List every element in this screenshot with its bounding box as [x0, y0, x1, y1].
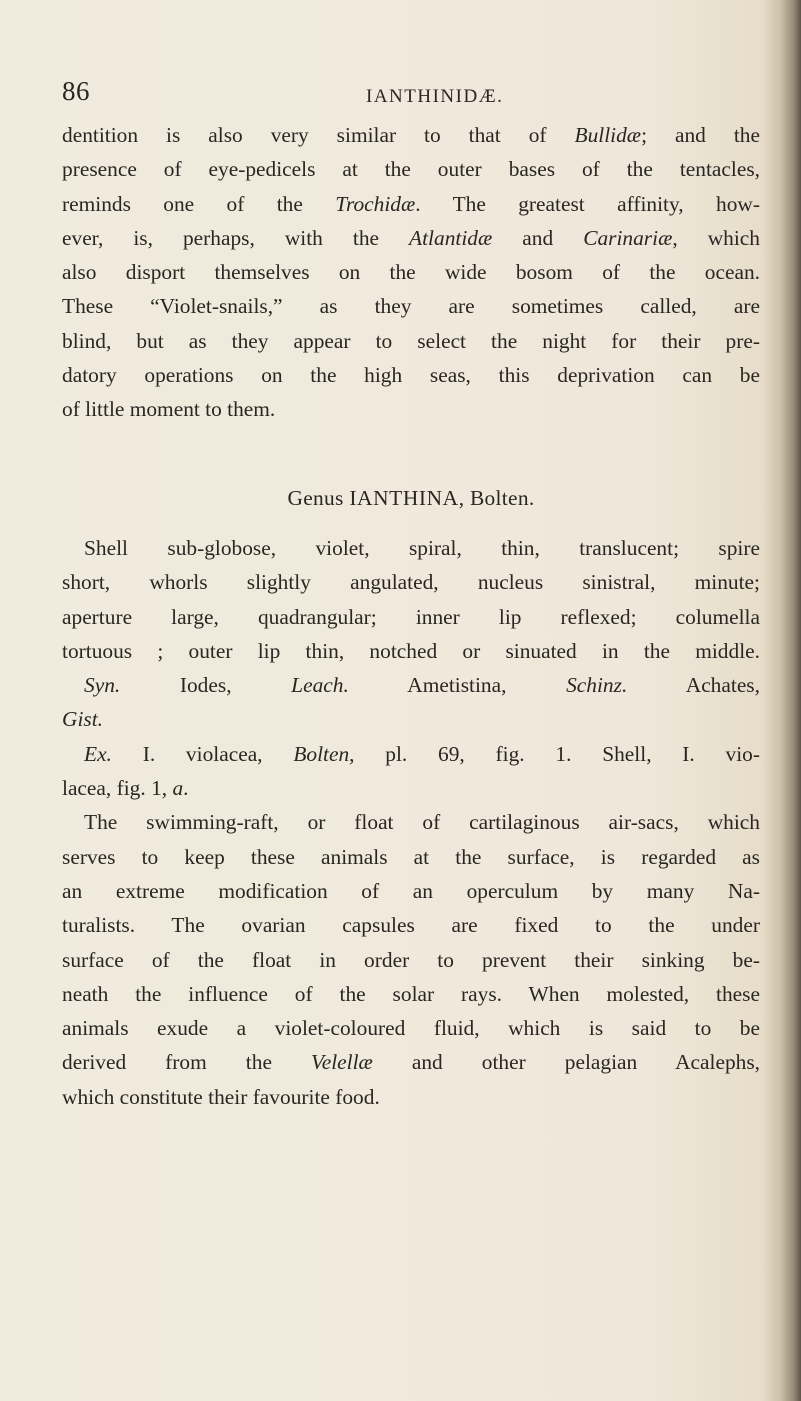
text-line: datory operations on the high seas, this deprivation can be	[62, 363, 760, 388]
page-number: 86	[62, 76, 90, 106]
text-line: The swimming-raft, or float of cartilaginous air-sacs, which	[84, 810, 760, 835]
text-line: which constitute their favourite food.	[62, 1084, 380, 1109]
text-line: tortuous ; outer lip thin, notched or sinuated in the middle.	[62, 638, 760, 663]
genus-heading: Genus IANTHINA, Bolten.	[287, 485, 535, 510]
text-line: animals exude a violet-coloured fluid, which is said to be	[62, 1016, 760, 1041]
text-line: reminds one of the Trochidæ. The greatest affinity, how-	[62, 191, 760, 216]
text-line: turalists. The ovarian capsules are fixed to the under	[62, 913, 760, 938]
text-line: Shell sub-globose, violet, spiral, thin, translucent; spire	[84, 535, 760, 560]
page-gutter-shadow	[763, 0, 801, 1401]
text-line: derived from the Velellæ and other pelagian Acalephs,	[62, 1050, 761, 1075]
text-line: aperture large, quadrangular; inner lip reflexed; columella	[62, 604, 760, 629]
text-line: surface of the float in order to prevent their sinking be-	[62, 947, 760, 972]
text-line: Gist.	[62, 707, 104, 732]
running-head: IANTHINIDÆ.	[366, 86, 504, 107]
example-line: Ex. I. violacea, Bolten, pl. 69, fig. 1. Shell, I. vio-	[84, 741, 761, 766]
text-line: blind, but as they appear to select the night for their pre-	[62, 328, 760, 353]
synonyms-line: Syn. Iodes, Leach. Ametistina, Schinz. Achates,	[84, 673, 760, 698]
text-line: ever, is, perhaps, with the Atlantidæ and Carinariæ, which	[62, 225, 760, 250]
text-line: lacea, fig. 1, a.	[62, 776, 189, 801]
text-line: short, whorls slightly angulated, nucleus sinistral, minute;	[62, 570, 760, 595]
text-line: also disport themselves on the wide bosom of the ocean.	[62, 260, 760, 285]
text-line: dentition is also very similar to that of Bullidæ; and the	[62, 123, 760, 147]
text-line: serves to keep these animals at the surface, is regarded as	[62, 844, 760, 869]
text-line: of little moment to them.	[62, 397, 276, 422]
text-line: presence of eye-pedicels at the outer bases of the tentacles,	[62, 157, 760, 182]
body-text	[62, 118, 760, 1114]
text-line: These “Violet-snails,” as they are sometimes called, are	[62, 294, 760, 319]
text-line: neath the influence of the solar rays. When molested, these	[62, 981, 760, 1006]
text-line: an extreme modification of an operculum by many Na-	[62, 878, 760, 903]
